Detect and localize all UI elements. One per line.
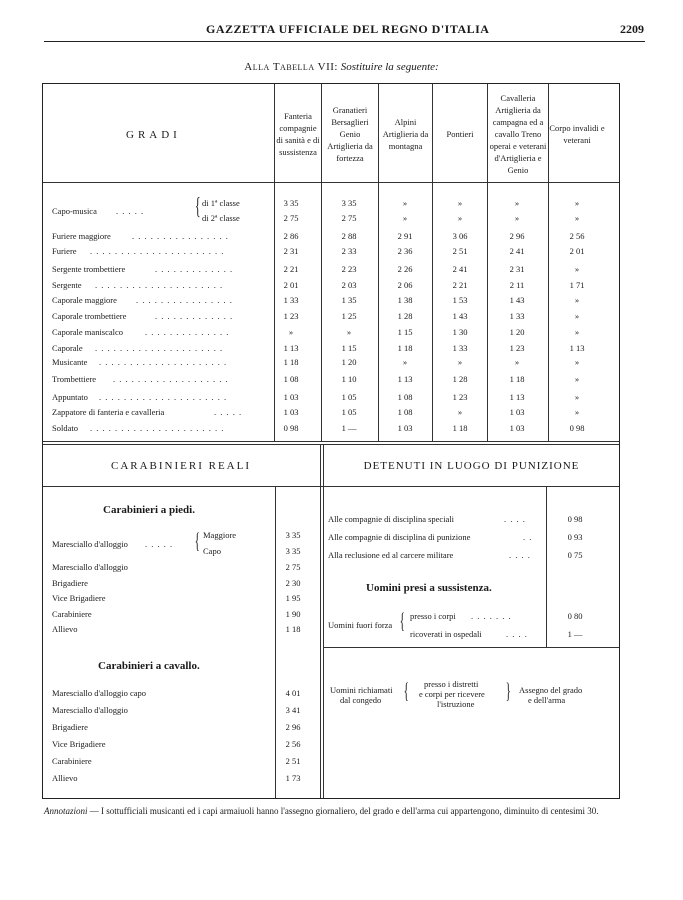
value: 1 — bbox=[567, 629, 583, 639]
uomini-title: Uomini presi a sussistenza. bbox=[366, 582, 492, 594]
cell: 2 56 bbox=[569, 231, 585, 241]
col-header-cavalleria: Cavalleria Artiglieria da campagna ed a cavallo Treno operai e veterani d'Artiglieria e Genio bbox=[489, 93, 547, 175]
cell: 1 — bbox=[341, 423, 357, 433]
cell: 0 98 bbox=[569, 423, 585, 433]
cell: » bbox=[402, 213, 408, 223]
cell: 2 75 bbox=[283, 213, 299, 223]
richiamati-right: e dell'arma bbox=[528, 695, 566, 705]
row-label: Allievo bbox=[52, 624, 78, 634]
richiamati-mid: l'istruzione bbox=[437, 699, 475, 709]
cavallo-title: Carabinieri a cavallo. bbox=[98, 660, 200, 672]
leader-dots: . . . . . . . . . . . . . . . . . . . bbox=[113, 374, 229, 384]
cell: » bbox=[402, 198, 408, 208]
subsection-rule bbox=[43, 486, 619, 487]
cell: 1 28 bbox=[452, 374, 468, 384]
caption-text: Sostituire la seguente: bbox=[340, 61, 439, 73]
row-label: Vice Brigadiere bbox=[52, 739, 106, 749]
table-caption bbox=[0, 61, 683, 73]
cell: 1 53 bbox=[452, 295, 468, 305]
header-rule-line bbox=[43, 182, 619, 183]
cell: » bbox=[457, 407, 463, 417]
table-row bbox=[52, 309, 612, 323]
row-label: Carabiniere bbox=[52, 608, 92, 619]
row-label: Trombettiere bbox=[52, 374, 97, 384]
cell: 1 03 bbox=[397, 423, 413, 433]
cell: 1 13 bbox=[397, 374, 413, 384]
cell: 1 30 bbox=[452, 327, 468, 337]
table-row bbox=[52, 341, 612, 355]
fuori-forza-item: presso i corpi bbox=[410, 611, 456, 621]
leader-dots: . . . . . bbox=[145, 539, 174, 549]
cell: 1 08 bbox=[397, 392, 413, 402]
cell: 1 18 bbox=[283, 357, 299, 367]
value: 2 96 bbox=[285, 722, 301, 732]
table-row bbox=[52, 372, 612, 386]
capo-musica-label: Capo-musica bbox=[52, 206, 97, 216]
row-label: Caporale maggiore bbox=[52, 295, 117, 305]
row-label: Maresciallo d'alloggio capo bbox=[52, 688, 147, 698]
row-label: Zappatore di fanteria e cavalleria bbox=[52, 407, 165, 417]
cell: 1 38 bbox=[397, 295, 413, 305]
col-header-alpini: Alpini Artiglieria da montagna bbox=[382, 117, 429, 151]
piedi-title: Carabinieri a piedi. bbox=[103, 504, 195, 516]
cell: 1 15 bbox=[397, 327, 413, 337]
value: 3 41 bbox=[285, 705, 301, 715]
value: 0 80 bbox=[567, 611, 583, 621]
value: 2 56 bbox=[285, 739, 301, 749]
leader-dots: . . . . . . . bbox=[471, 611, 512, 621]
col-header-granatieri: Granatieri Bersaglieri Genio Artiglieria da fortezza bbox=[327, 105, 373, 163]
leader-dots: . . . . . . . . . . . . . . . . . . . . . bbox=[95, 280, 224, 290]
leader-dots: . . . . . . . . . . . . . . . . . . . . . . bbox=[90, 423, 225, 433]
cell: 2 26 bbox=[397, 264, 413, 274]
cell: » bbox=[346, 327, 352, 337]
table-row bbox=[52, 293, 612, 307]
leader-dots: . . . . . . . . . . . . . . . . bbox=[132, 231, 229, 241]
cell: » bbox=[457, 213, 463, 223]
cell: 1 43 bbox=[509, 295, 525, 305]
cell: 2 31 bbox=[509, 264, 525, 274]
fuori-forza-item: ricoverati in ospedali bbox=[410, 629, 482, 639]
row-label: Alla reclusione ed al carcere militare bbox=[328, 550, 454, 560]
subsection-rule bbox=[324, 647, 619, 648]
section-rule bbox=[43, 441, 619, 442]
cell: 3 35 bbox=[283, 198, 299, 208]
cell: 1 15 bbox=[341, 343, 357, 353]
value: 0 93 bbox=[567, 532, 583, 542]
cell: 1 18 bbox=[397, 343, 413, 353]
cell: 1 13 bbox=[283, 343, 299, 353]
cell: 1 13 bbox=[569, 343, 585, 353]
carabinieri-title: CARABINIERI REALI bbox=[110, 460, 252, 472]
row-label: Musicante bbox=[52, 357, 88, 367]
cell: 1 03 bbox=[283, 407, 299, 417]
col-sep bbox=[546, 487, 547, 647]
cell: » bbox=[457, 357, 463, 367]
cell: » bbox=[514, 213, 520, 223]
value: 0 75 bbox=[567, 550, 583, 560]
cell: » bbox=[574, 264, 580, 274]
value: 0 98 bbox=[567, 514, 583, 524]
value: 3 35 bbox=[285, 530, 301, 540]
header-rule bbox=[44, 41, 645, 42]
cell: 2 91 bbox=[397, 231, 413, 241]
richiamati-mid: e corpi per ricevere bbox=[419, 689, 485, 699]
cell: » bbox=[514, 357, 520, 367]
cell: 2 88 bbox=[341, 231, 357, 241]
cell: 1 35 bbox=[341, 295, 357, 305]
cell: 2 96 bbox=[509, 231, 525, 241]
table-row bbox=[52, 405, 612, 419]
table-row bbox=[52, 278, 612, 292]
cell: 1 71 bbox=[569, 280, 585, 290]
cell: 1 10 bbox=[341, 374, 357, 384]
cell: » bbox=[457, 198, 463, 208]
brace: { bbox=[194, 194, 201, 220]
row-label: Caporale bbox=[52, 343, 83, 353]
table-row bbox=[52, 262, 612, 276]
cell: » bbox=[574, 392, 580, 402]
capo-class-label: di 1ª classe bbox=[202, 198, 240, 208]
value: 1 18 bbox=[285, 624, 301, 634]
newspaper-title: GAZZETTA UFFICIALE DEL REGNO D'ITALIA bbox=[206, 22, 490, 36]
leader-dots: . . . . . . . . . . . . . . . . bbox=[136, 295, 233, 305]
row-label: Caporale trombettiere bbox=[52, 311, 127, 321]
cell: » bbox=[514, 198, 520, 208]
row-label: Carabiniere bbox=[52, 756, 92, 766]
cell: 1 28 bbox=[397, 311, 413, 321]
cell: 1 33 bbox=[283, 295, 299, 305]
table-row bbox=[52, 211, 612, 225]
cell: 1 03 bbox=[509, 423, 525, 433]
cell: 2 86 bbox=[283, 231, 299, 241]
leader-dots: . . . . . . . . . . . . . . bbox=[145, 327, 230, 337]
row-label: Sergente bbox=[52, 280, 82, 290]
caption-lead: Alla Tabella VII: bbox=[244, 61, 338, 73]
cell: » bbox=[574, 357, 580, 367]
row-label: Alle compagnie di disciplina di punizione bbox=[328, 532, 471, 542]
fuori-forza-label: Uomini fuori forza bbox=[328, 620, 393, 630]
cell: 2 21 bbox=[283, 264, 299, 274]
richiamati-right: Assegno del grado bbox=[519, 685, 583, 695]
leader-dots: . . . . . . . . . . . . . . . . . . . . . bbox=[99, 357, 228, 367]
row-label: Alle compagnie di disciplina speciali bbox=[328, 514, 455, 524]
cell: 2 03 bbox=[341, 280, 357, 290]
leader-dots: . . . . . bbox=[214, 407, 243, 417]
cell: 1 23 bbox=[509, 343, 525, 353]
cell: 2 41 bbox=[452, 264, 468, 274]
value: 2 51 bbox=[285, 756, 301, 766]
cell: 2 31 bbox=[283, 246, 299, 256]
cell: 1 33 bbox=[509, 311, 525, 321]
cell: 2 33 bbox=[341, 246, 357, 256]
table-row bbox=[52, 390, 612, 404]
row-label: Furiere bbox=[52, 246, 77, 256]
value: 3 35 bbox=[285, 546, 301, 556]
col-header-fanteria: Fanteria compagnie di sanità e di sussistenza bbox=[276, 111, 320, 157]
cell: 1 18 bbox=[509, 374, 525, 384]
cell: 2 01 bbox=[283, 280, 299, 290]
leader-dots: . . . . bbox=[504, 514, 526, 524]
col-header-corpo-invalidi: Corpo invalidi e veterani bbox=[549, 123, 605, 145]
cell: 2 75 bbox=[341, 213, 357, 223]
annotazioni bbox=[44, 804, 644, 818]
brace: { bbox=[399, 608, 405, 633]
cell: 2 06 bbox=[397, 280, 413, 290]
cell: 2 01 bbox=[569, 246, 585, 256]
value: 1 73 bbox=[285, 773, 301, 783]
row-label: Furiere maggiore bbox=[52, 231, 111, 241]
section-divider bbox=[323, 444, 324, 798]
annotazioni-text: — I sottufficiali musicanti ed i capi armaiuoli hanno l'assegno giornaliero, del grado e dell'arma cui appartengono, diminuito di centesimi 30. bbox=[89, 806, 599, 816]
leader-dots: . . . . . . . . . . . . . bbox=[155, 311, 234, 321]
leader-dots: . . . . bbox=[509, 550, 531, 560]
detenuti-title: DETENUTI IN LUOGO DI PUNIZIONE bbox=[363, 460, 580, 472]
leader-dots: . . . . . . . . . . . . . . . . . . . . . . bbox=[90, 246, 225, 256]
table-row bbox=[52, 229, 612, 243]
value: 1 95 bbox=[285, 593, 301, 603]
row-label: Caporale maniscalco bbox=[52, 327, 124, 337]
cell: 1 08 bbox=[397, 407, 413, 417]
cell: 2 41 bbox=[509, 246, 525, 256]
capo-class-label: di 2ª classe bbox=[202, 213, 240, 223]
cell: » bbox=[574, 407, 580, 417]
col-header-pontieri: Pontieri bbox=[446, 129, 474, 139]
brace: { bbox=[194, 528, 200, 553]
cell: 2 11 bbox=[509, 280, 525, 290]
row-label: Soldato bbox=[52, 423, 78, 433]
row-label: Allievo bbox=[52, 773, 78, 783]
annotazioni-label: Annotazioni bbox=[44, 806, 88, 816]
cell: » bbox=[288, 327, 294, 337]
cell: 1 03 bbox=[283, 392, 299, 402]
cell: 2 21 bbox=[452, 280, 468, 290]
cell: » bbox=[402, 357, 408, 367]
leader-dots: . . . . . . . . . . . . . . . . . . . . . bbox=[95, 343, 224, 353]
row-label: Maresciallo d'alloggio bbox=[52, 705, 128, 715]
cell: » bbox=[574, 374, 580, 384]
brace: { bbox=[403, 678, 409, 703]
richiamati-mid: presso i distretti bbox=[424, 679, 479, 689]
cell: 1 25 bbox=[341, 311, 357, 321]
cell: 1 33 bbox=[452, 343, 468, 353]
row-label: Brigadiere bbox=[52, 722, 88, 732]
cell: 1 08 bbox=[283, 374, 299, 384]
leader-dots: . . . . bbox=[506, 629, 528, 639]
cell: 2 36 bbox=[397, 246, 413, 256]
maresciallo-sub: Capo bbox=[203, 546, 221, 556]
cell: 2 51 bbox=[452, 246, 468, 256]
cell: » bbox=[574, 311, 580, 321]
maresciallo-label: Maresciallo d'alloggio bbox=[52, 539, 128, 549]
leader-dots: . . . . . . . . . . . . . bbox=[155, 264, 234, 274]
cell: 1 05 bbox=[341, 392, 357, 402]
gradi-header: GRADI bbox=[126, 129, 181, 141]
leader-dots: . . bbox=[523, 532, 533, 542]
cell: 0 98 bbox=[283, 423, 299, 433]
cell: 1 20 bbox=[341, 357, 357, 367]
cell: » bbox=[574, 198, 580, 208]
cell: 1 23 bbox=[452, 392, 468, 402]
richiamati-label: dal congedo bbox=[340, 695, 382, 705]
leader-dots: . . . . . bbox=[116, 206, 145, 216]
cell: 1 20 bbox=[509, 327, 525, 337]
value: 2 30 bbox=[285, 577, 301, 588]
cell: 1 13 bbox=[509, 392, 525, 402]
cell: 3 06 bbox=[452, 231, 468, 241]
page-number: 2209 bbox=[620, 22, 644, 36]
row-label: Sergente trombettiere bbox=[52, 264, 126, 274]
brace: } bbox=[505, 678, 511, 703]
cell: 3 35 bbox=[341, 198, 357, 208]
maresciallo-sub: Maggiore bbox=[203, 530, 237, 540]
cell: » bbox=[574, 295, 580, 305]
cell: 1 03 bbox=[509, 407, 525, 417]
section-rule bbox=[43, 444, 619, 445]
table-row bbox=[52, 244, 612, 258]
row-label: Maresciallo d'alloggio bbox=[52, 562, 128, 572]
value: 1 90 bbox=[285, 608, 301, 619]
richiamati-label: Uomini richiamati bbox=[330, 685, 393, 695]
leader-dots: . . . . . . . . . . . . . . . . . . . . . bbox=[99, 392, 228, 402]
page-header bbox=[44, 22, 644, 38]
row-label: Vice Brigadiere bbox=[52, 593, 106, 603]
cell: » bbox=[574, 327, 580, 337]
table-row bbox=[52, 421, 612, 435]
cell: 1 05 bbox=[341, 407, 357, 417]
value: 2 75 bbox=[285, 562, 301, 572]
row-label: Brigadiere bbox=[52, 577, 88, 588]
value: 4 01 bbox=[285, 688, 301, 698]
cell: 1 43 bbox=[452, 311, 468, 321]
cell: » bbox=[574, 213, 580, 223]
cell: 2 23 bbox=[341, 264, 357, 274]
cell: 1 18 bbox=[452, 423, 468, 433]
table-row bbox=[52, 355, 612, 369]
row-label: Appuntato bbox=[52, 392, 88, 402]
table-row bbox=[52, 325, 612, 339]
cell: 1 23 bbox=[283, 311, 299, 321]
